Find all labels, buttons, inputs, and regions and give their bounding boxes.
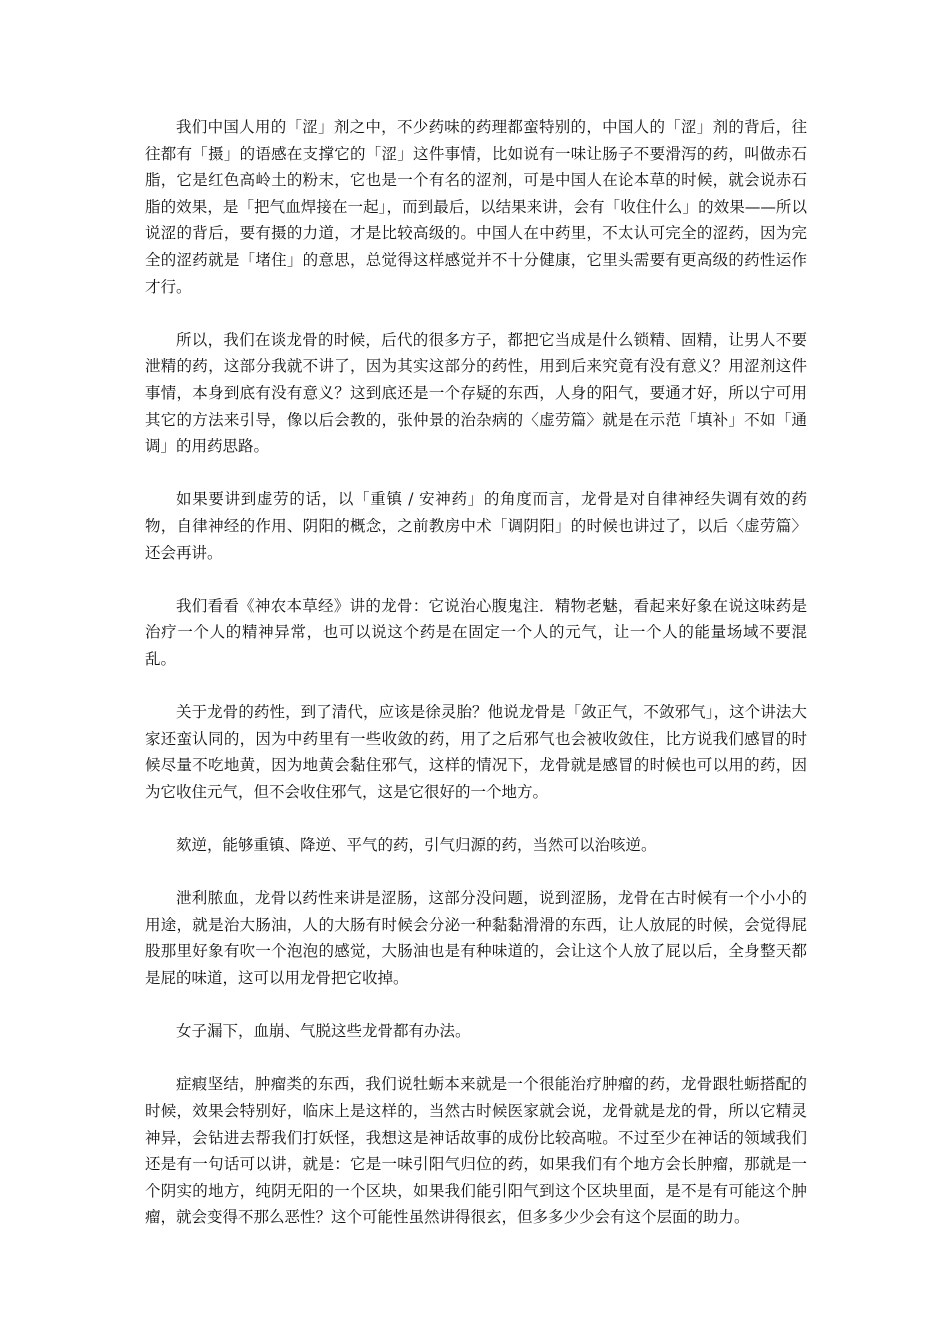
paragraph-ke-ni: 欬逆，能够重镇、降逆、平气的药，引气归源的药，当然可以治咳逆。 — [176, 836, 657, 855]
paragraph-shen-nong-ben-cao: 我们看看《神农本草经》讲的龙骨：它说治心腹鬼注．精物老魅，看起来好象在说这味药是治疗一个人的精神异常，也可以说这个药是在固定一个人的元气，让一个人的能量场域不要混乱。 — [145, 596, 807, 668]
paragraph-zheng-jia-jian-jie: 症瘕坚结，肿瘤类的东西，我们说牡蛎本来就是一个很能治疗肿瘤的药，龙骨跟牡蛎搭配的时候，效果会特别好，临床上是这样的，当然古时候医家就会说，龙骨就是龙的骨，所以它精灵神异，会钻进去帮我们打妖怪，我想这是神话故事的成份比较高啦。不过至少在神话的领域我们还是有一句话可以讲，就是：它是一味引阳气归位的药，如果我们有个地方会长肿瘤，那就是一个阴实的地方，纯阴无阳的一个区块，如果我们能引阳气到这个区块里面，是不是有可能这个肿瘤，就会变得不那么恶性？这个可能性虽然讲得很玄，但多多少少会有这个层面的助力。 — [145, 1075, 807, 1227]
paragraph-long-gu-gu-jing: 所以，我们在谈龙骨的时候，后代的很多方子，都把它当成是什么锁精、固精，让男人不要泄精的药，这部分我就不讲了，因为其实这部分的药性，用到后来究竟有没有意义？用涩剂这件事情，本身到底有没有意义？这到底还是一个存疑的东西，人身的阳气，要通才好，所以宁可用其它的方法来引导，像以后会教的，张仲景的治杂病的〈虚劳篇〉就是在示范「填补」不如「通调」的用药思路。 — [145, 330, 807, 456]
document-page — [145, 114, 807, 1258]
paragraph-xu-ling-tai: 关于龙骨的药性，到了清代，应该是徐灵胎？他说龙骨是「敛正气，不敛邪气」，这个讲法大家还蛮认同的，因为中药里有一些收敛的药，用了之后邪气也会被收敛住，比方说我们感冒的时候尽量不吃地黄，因为地黄会黏住邪气，这样的情况下，龙骨就是感冒的时候也可以用的药，因为它收住元气，但不会收住邪气，这是它很好的一个地方。 — [145, 703, 807, 801]
paragraph-xie-li-nong-xue: 泄利脓血，龙骨以药性来讲是涩肠，这部分没问题，说到涩肠，龙骨在古时候有一个小小的用途，就是治大肠油，人的大肠有时候会分泌一种黏黏滑滑的东西，让人放屁的时候，会觉得屁股那里好象有吹一个泡泡的感觉，大肠油也是有种味道的，会让这个人放了屁以后，全身整天都是屁的味道，这可以用龙骨把它收掉。 — [145, 889, 807, 987]
paragraph-se-ji: 我们中国人用的「涩」剂之中，不少药味的药理都蛮特别的，中国人的「涩」剂的背后，往往都有「摄」的语感在支撑它的「涩」这件事情，比如说有一味让肠子不要滑泻的药，叫做赤石脂，它是红色高岭土的粉末，它也是一个有名的涩剂，可是中国人在论本草的时候，就会说赤石脂的效果，是「把气血焊接在一起」，而到最后，以结果来讲，会有「收住什么」的效果——所以说涩的背后，要有摄的力道，才是比较高级的。中国人在中药里，不太认可完全的涩药，因为完全的涩药就是「堵住」的意思，总觉得这样感觉并不十分健康，它里头需要有更高级的药性运作才行。 — [145, 118, 807, 296]
paragraph-nv-zi-lou-xia: 女子漏下，血崩、气脱这些龙骨都有办法。 — [176, 1022, 471, 1041]
paragraph-xu-lao: 如果要讲到虚劳的话，以「重镇 / 安神药」的角度而言，龙骨是对自律神经失调有效的药物，自律神经的作用、阴阳的概念，之前教房中术「调阴阳」的时候也讲过了，以后〈虚劳篇〉还会再讲。 — [145, 490, 807, 562]
